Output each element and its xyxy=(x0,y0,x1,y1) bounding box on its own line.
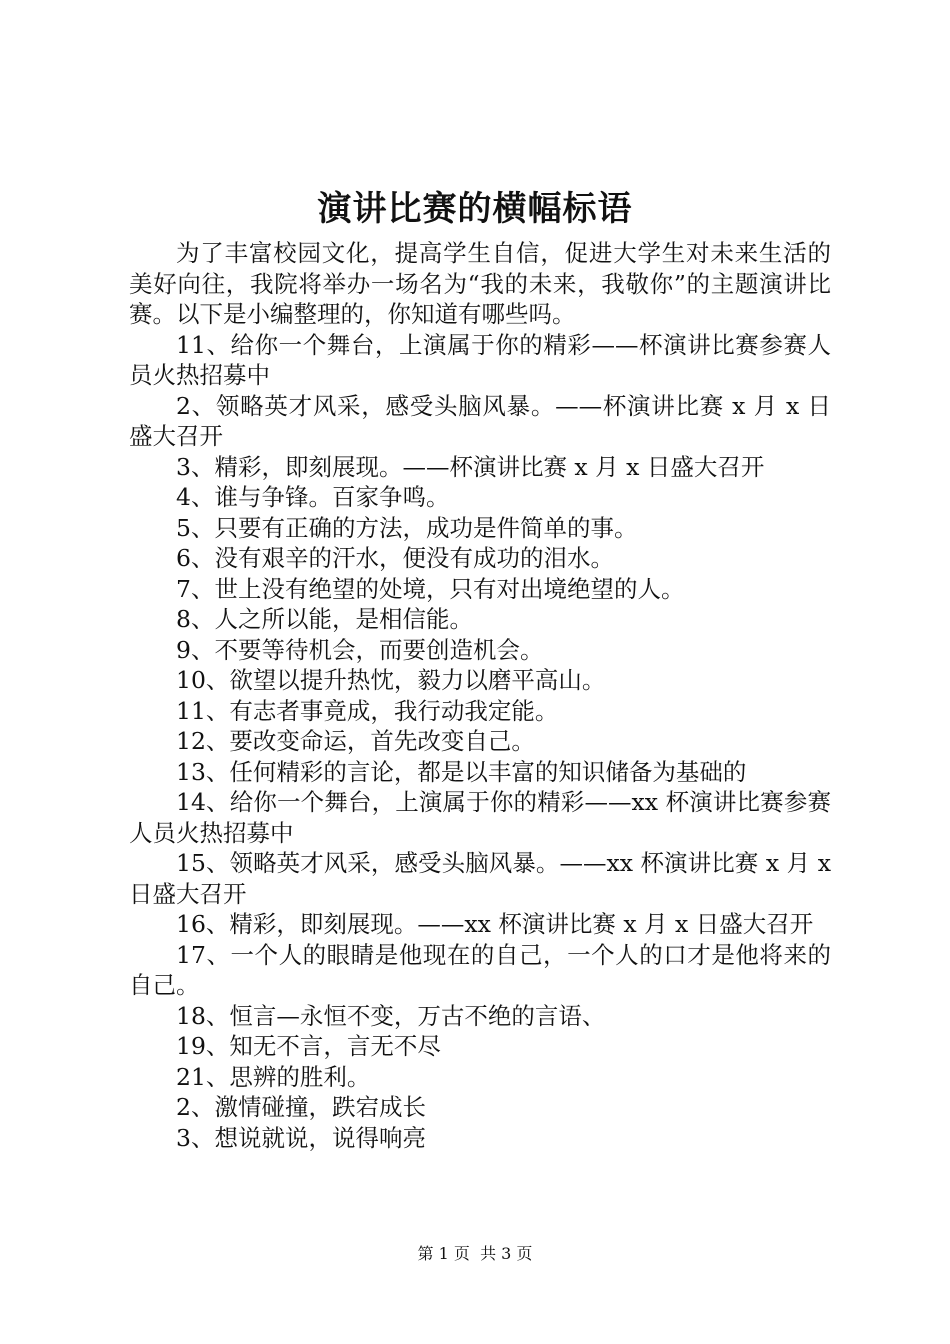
document-body xyxy=(129,238,831,1153)
slogan-item: 7、世上没有绝望的处境，只有对出境绝望的人。 xyxy=(176,574,685,603)
slogan-item: 4、谁与争锋。百家争鸣。 xyxy=(176,483,450,511)
slogan-item: 14、给你一个舞台，上演属于你的精彩——xx 杯演讲比赛参赛人员火热招募中 xyxy=(129,788,831,847)
slogan-item: 3、精彩，即刻展现。——杯演讲比赛 x 月 x 日盛大召开 xyxy=(176,452,765,481)
slogan-item: 18、恒言—永恒不变，万古不绝的言语、 xyxy=(176,1001,606,1030)
page-footer xyxy=(0,1242,950,1266)
slogan-item: 6、没有艰辛的汗水，便没有成功的泪水。 xyxy=(176,544,614,572)
slogan-item: 8、人之所以能，是相信能。 xyxy=(176,605,473,633)
slogan-item: 2、领略英才风采，感受头脑风暴。——杯演讲比赛 x 月 x 日盛大召开 xyxy=(129,391,831,450)
slogan-item: 17、一个人的眼睛是他现在的自己，一个人的口才是他将来的自己。 xyxy=(129,940,831,999)
slogan-item: 16、精彩，即刻展现。——xx 杯演讲比赛 x 月 x 日盛大召开 xyxy=(176,910,814,938)
slogan-item: 19、知无不言，言无不尽 xyxy=(176,1032,441,1060)
page-number: 第 1 页 xyxy=(417,1244,470,1263)
slogan-item: 21、思辨的胜利。 xyxy=(176,1062,371,1091)
slogan-item: 2、激情碰撞，跌宕成长 xyxy=(176,1093,426,1121)
slogan-item: 3、想说就说，说得响亮 xyxy=(176,1123,426,1152)
slogan-item: 12、要改变命运，首先改变自己。 xyxy=(176,727,535,755)
slogan-item: 15、领略英才风采，感受头脑风暴。——xx 杯演讲比赛 x 月 x 日盛大召开 xyxy=(129,849,831,908)
slogan-item: 9、不要等待机会，而要创造机会。 xyxy=(176,635,544,664)
document-title: 演讲比赛的横幅标语 xyxy=(317,189,633,229)
intro-paragraph: 为了丰富校园文化，提高学生自信，促进大学生对未来生活的美好向往，我院将举办一场名为“我的未来，我敬你”的主题演讲比赛。以下是小编整理的，你知道有哪些吗。 xyxy=(129,239,831,328)
slogan-item: 11、给你一个舞台，上演属于你的精彩——杯演讲比赛参赛人员火热招募中 xyxy=(129,330,831,389)
slogan-item: 11、有志者事竟成，我行动我定能。 xyxy=(176,696,559,725)
slogan-item: 10、欲望以提升热忱，毅力以磨平高山。 xyxy=(176,666,606,694)
footer-separator xyxy=(470,1244,480,1263)
slogan-item: 13、任何精彩的言论，都是以丰富的知识储备为基础的 xyxy=(176,757,747,786)
slogan-item: 5、只要有正确的方法，成功是件简单的事。 xyxy=(176,513,638,542)
page-total: 共 3 页 xyxy=(480,1244,533,1263)
